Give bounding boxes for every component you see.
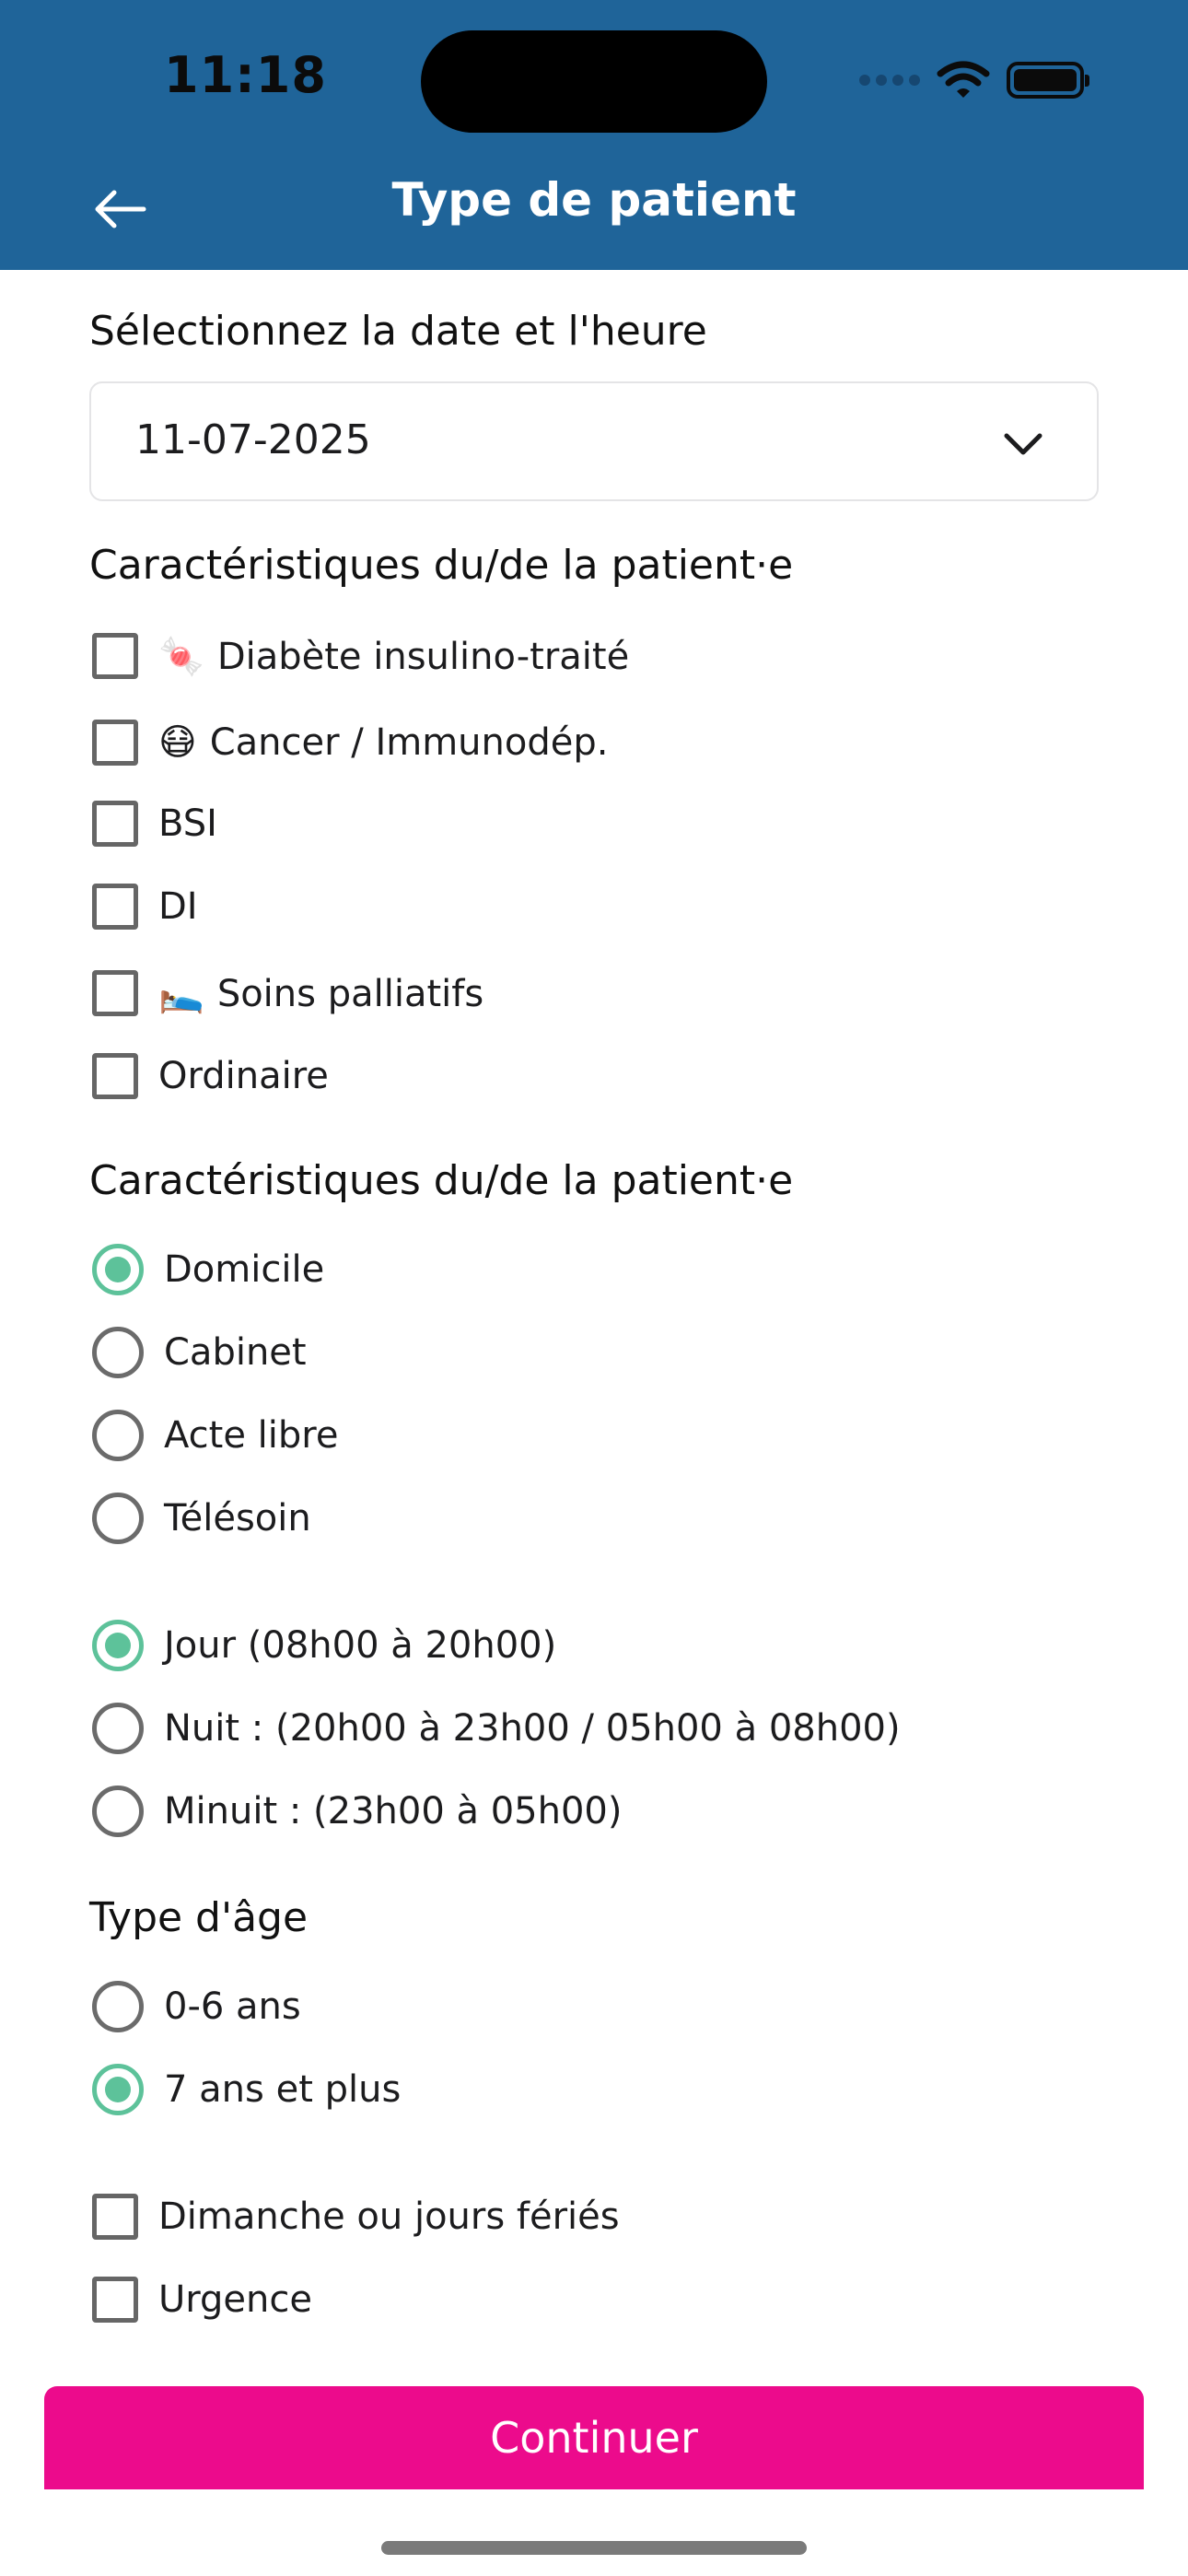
checkbox-label: Ordinaire: [158, 1055, 329, 1097]
radio-label: 0-6 ans: [164, 1985, 301, 2028]
radio-label: Minuit : (23h00 à 05h00): [164, 1790, 623, 1832]
radio-button[interactable]: [92, 1410, 144, 1461]
wifi-icon: [937, 61, 990, 100]
radio-jour[interactable]: [92, 1616, 556, 1675]
radio-label: Télésoin: [164, 1497, 311, 1540]
radio-button[interactable]: [92, 2064, 144, 2115]
checkbox[interactable]: [92, 2194, 138, 2240]
checkbox-diabete[interactable]: [92, 626, 629, 685]
radio-button[interactable]: [92, 1703, 144, 1754]
radio-button[interactable]: [92, 1327, 144, 1378]
page-title: Type de patient: [391, 173, 797, 227]
radio-age-7-plus[interactable]: [92, 2060, 401, 2119]
checkbox-ordinaire[interactable]: [92, 1047, 329, 1106]
checkbox-label: Dimanche ou jours fériés: [158, 2195, 620, 2238]
radio-telesoin[interactable]: [92, 1489, 311, 1548]
checkbox[interactable]: [92, 720, 138, 766]
radio-label: Acte libre: [164, 1414, 339, 1457]
candy-icon: 🍬: [158, 635, 204, 678]
radio-label: 7 ans et plus: [164, 2068, 402, 2111]
checkbox-dimanche[interactable]: [92, 2187, 620, 2246]
checkbox-label: BSI: [158, 802, 217, 845]
checkbox[interactable]: [92, 1053, 138, 1099]
signal-icon: [859, 75, 920, 86]
radio-label: Nuit : (20h00 à 23h00 / 05h00 à 08h00): [164, 1707, 901, 1750]
radio-button[interactable]: [92, 1244, 144, 1295]
checkbox[interactable]: [92, 970, 138, 1016]
radio-age-0-6[interactable]: [92, 1977, 301, 2036]
checkbox-label: DI: [158, 885, 198, 928]
radio-button[interactable]: [92, 1620, 144, 1671]
checkbox-label: Soins palliatifs: [216, 972, 484, 1015]
checkbox-label: Diabète insulino-traité: [216, 635, 630, 678]
radio-acte-libre[interactable]: [92, 1406, 338, 1465]
radio-button[interactable]: [92, 1981, 144, 2032]
characteristics-title: Caractéristiques du/de la patient·e: [89, 542, 794, 589]
checkbox[interactable]: [92, 2277, 138, 2323]
date-dropdown[interactable]: [89, 381, 1099, 501]
checkbox-urgence[interactable]: [92, 2270, 312, 2329]
checkbox[interactable]: [92, 633, 138, 679]
radio-button[interactable]: [92, 1786, 144, 1837]
age-section-title: Type d'âge: [89, 1894, 309, 1941]
battery-icon: [1007, 62, 1084, 99]
radio-label: Cabinet: [164, 1331, 307, 1374]
mask-face-icon: 😷: [158, 721, 197, 764]
checkbox-label: Cancer / Immunodép.: [209, 721, 609, 764]
bed-icon: 🛌: [158, 972, 204, 1015]
radio-label: Jour (08h00 à 20h00): [164, 1624, 557, 1667]
status-icons: [859, 57, 1084, 103]
continue-button[interactable]: Continuer: [44, 2386, 1144, 2489]
date-section-title: Sélectionnez la date et l'heure: [89, 308, 707, 355]
dynamic-island: [421, 30, 767, 133]
radio-domicile[interactable]: [92, 1240, 324, 1299]
chevron-down-icon: [1001, 422, 1045, 466]
checkbox-soins-palliatifs[interactable]: [92, 964, 483, 1023]
date-value: 11-07-2025: [135, 416, 371, 463]
status-time: 11:18: [164, 46, 327, 104]
location-section-title: Caractéristiques du/de la patient·e: [89, 1157, 794, 1204]
checkbox-di[interactable]: [92, 877, 198, 936]
checkbox[interactable]: [92, 884, 138, 930]
app-header: [0, 0, 1188, 270]
radio-label: Domicile: [164, 1248, 325, 1291]
radio-minuit[interactable]: [92, 1782, 622, 1841]
radio-nuit[interactable]: [92, 1699, 901, 1758]
radio-cabinet[interactable]: [92, 1323, 307, 1382]
checkbox-label: Urgence: [158, 2278, 312, 2321]
home-indicator[interactable]: [381, 2541, 807, 2555]
checkbox-cancer[interactable]: [92, 713, 608, 772]
checkbox-bsi[interactable]: [92, 794, 217, 853]
checkbox[interactable]: [92, 801, 138, 847]
radio-button[interactable]: [92, 1493, 144, 1544]
